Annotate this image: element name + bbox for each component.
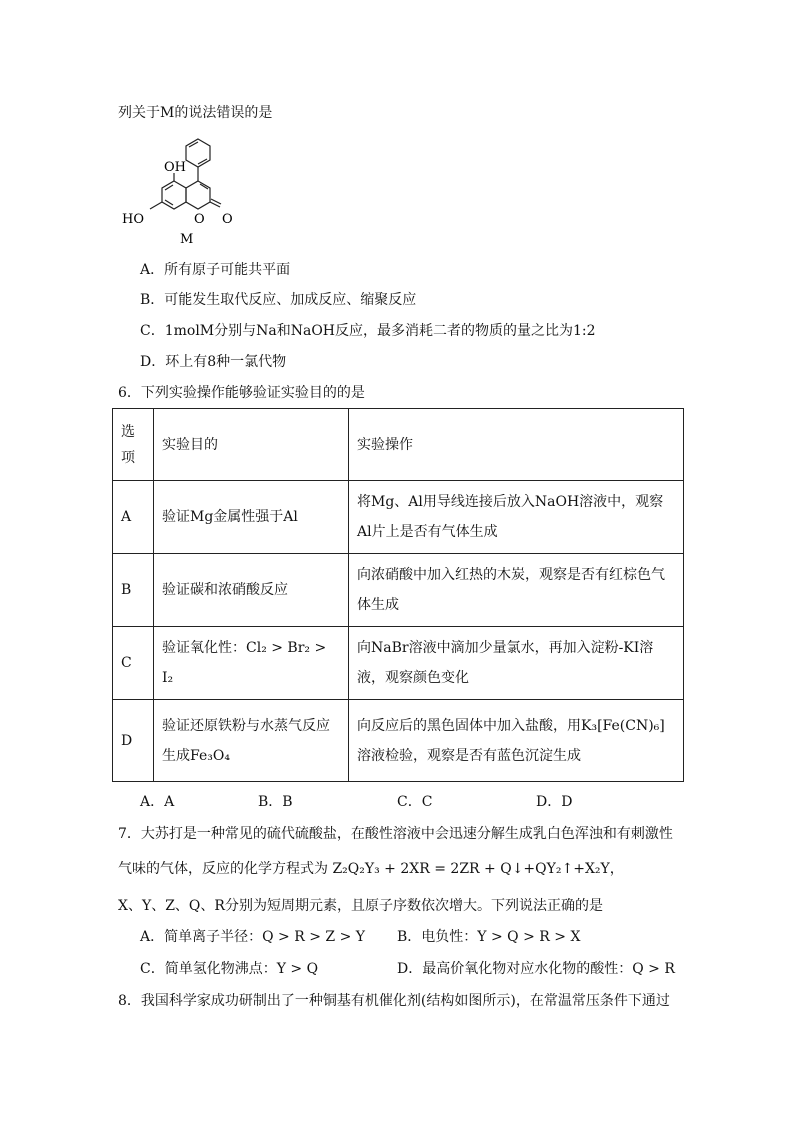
q6-answer-d: D．D bbox=[536, 794, 573, 810]
experiment-table bbox=[112, 408, 684, 782]
table-row bbox=[113, 554, 684, 627]
q6-stem: 6．下列实验操作能够验证实验目的的是 bbox=[118, 385, 365, 401]
q5-option-c: C．1molM分别与Na和NaOH反应，最多消耗二者的物质的量之比为1:2 bbox=[140, 323, 596, 339]
q5-option-b: B．可能发生取代反应、加成反应、缩聚反应 bbox=[140, 292, 417, 308]
intro-text: 列关于M的说法错误的是 bbox=[118, 105, 273, 121]
row-goal: 验证Mg金属性强于Al bbox=[154, 481, 349, 554]
row-goal: 验证碳和浓硝酸反应 bbox=[154, 554, 349, 627]
row-option: A bbox=[113, 481, 154, 554]
benzo-ring bbox=[162, 181, 186, 209]
q7-option-b: B．电负性：Y > Q > R > X bbox=[397, 929, 581, 945]
q7-line-1: 7．大苏打是一种常见的硫代硫酸盐，在酸性溶液中会迅速分解生成乳白色浑浊和有刺激性 bbox=[118, 826, 673, 842]
oh-top-label: OH bbox=[164, 160, 186, 175]
q6-answer-a: A．A bbox=[140, 794, 175, 810]
row-option: B bbox=[113, 554, 154, 627]
ring-o-label: O bbox=[194, 212, 205, 227]
q7-line-2: 气味的气体，反应的化学方程式为 Z₂Q₂Y₃ + 2XR = 2ZR + Q↓+QY₂↑+X₂Y， bbox=[118, 861, 624, 877]
row-operation: 向反应后的黑色固体中加入盐酸，用K₃[Fe(CN)₆]溶液检验，观察是否有蓝色沉淀生成 bbox=[349, 700, 684, 782]
row-goal: 验证还原铁粉与水蒸气反应生成Fe₃O₄ bbox=[154, 700, 349, 782]
header-option: 选项 bbox=[113, 409, 154, 481]
header-goal: 实验目的 bbox=[154, 409, 349, 481]
q5-option-d: D．环上有8种一氯代物 bbox=[140, 354, 287, 370]
phenyl-ring bbox=[186, 139, 210, 167]
q6-answer-b: B．B bbox=[258, 794, 293, 810]
q6-answer-c: C．C bbox=[397, 794, 433, 810]
table-header-row bbox=[113, 409, 684, 481]
table-row bbox=[113, 627, 684, 700]
q7-option-c: C．简单氢化物沸点：Y > Q bbox=[140, 961, 319, 977]
ho-left-label: HO bbox=[122, 212, 144, 227]
row-option: D bbox=[113, 700, 154, 782]
oxo-label: O bbox=[222, 212, 233, 227]
row-operation: 向浓硝酸中加入红热的木炭，观察是否有红棕色气体生成 bbox=[349, 554, 684, 627]
q7-option-d: D．最高价氧化物对应水化物的酸性：Q > R bbox=[397, 961, 675, 977]
pyranone-ring bbox=[186, 181, 210, 209]
row-operation: 向NaBr溶液中滴加少量氯水，再加入淀粉-KI溶液，观察颜色变化 bbox=[349, 627, 684, 700]
row-operation: 将Mg、Al用导线连接后放入NaOH溶液中，观察Al片上是否有气体生成 bbox=[349, 481, 684, 554]
molecule-m-structure bbox=[118, 135, 248, 250]
q5-option-a: A．所有原子可能共平面 bbox=[140, 262, 291, 278]
header-operation: 实验操作 bbox=[349, 409, 684, 481]
table-row bbox=[113, 700, 684, 782]
q8-line-1: 8．我国科学家成功研制出了一种铜基有机催化剂(结构如图所示)，在常温常压条件下通过 bbox=[118, 993, 670, 1009]
table-row bbox=[113, 481, 684, 554]
molecule-name-label: M bbox=[180, 232, 194, 247]
q7-line-3: X、Y、Z、Q、R分别为短周期元素，且原子序数依次增大。下列说法正确的是 bbox=[118, 898, 603, 914]
row-goal: 验证氧化性：Cl₂ > Br₂ > I₂ bbox=[154, 627, 349, 700]
row-option: C bbox=[113, 627, 154, 700]
q7-option-a: A．简单离子半径：Q > R > Z > Y bbox=[140, 929, 365, 945]
